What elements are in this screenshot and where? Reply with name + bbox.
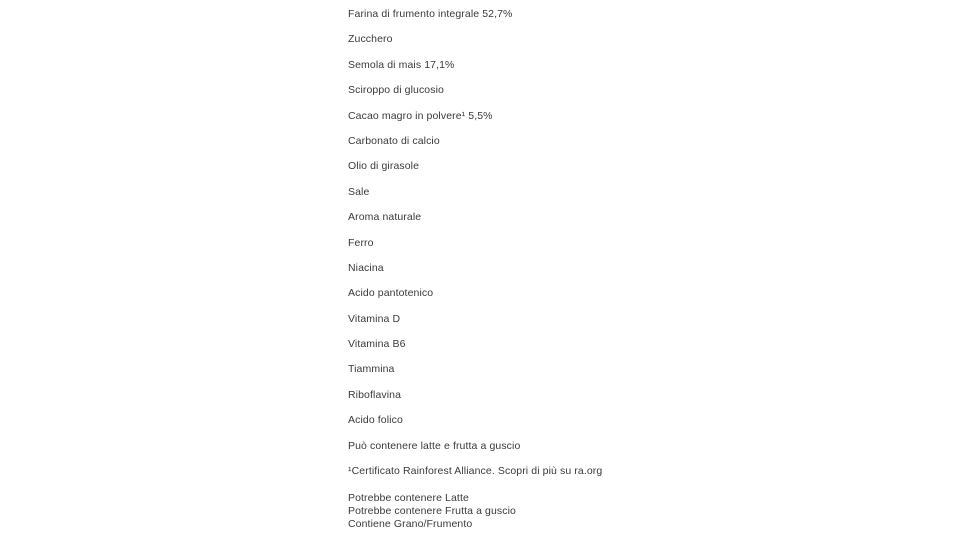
ingredient-item: Carbonato di calcio bbox=[348, 134, 440, 147]
certification-footnote: ¹Certificato Rainforest Alliance. Scopri di più su ra.org bbox=[348, 465, 603, 478]
ingredient-item: Acido pantotenico bbox=[348, 287, 434, 300]
ingredient-item: Aroma naturale bbox=[348, 211, 422, 224]
ingredient-item: Ferro bbox=[348, 236, 374, 249]
ingredient-item: Vitamina D bbox=[348, 312, 401, 325]
ingredients-list bbox=[348, 8, 768, 490]
may-contain-note: Può contenere latte e frutta a guscio bbox=[348, 439, 521, 452]
allergen-line: Potrebbe contenere Latte bbox=[348, 492, 469, 504]
ingredient-item: Riboflavina bbox=[348, 388, 402, 401]
ingredient-item: Vitamina B6 bbox=[348, 338, 406, 351]
ingredient-item: Niacina bbox=[348, 261, 384, 274]
ingredient-item: Semola di mais 17,1% bbox=[348, 58, 455, 71]
ingredient-item: Sciroppo di glucosio bbox=[348, 84, 444, 97]
ingredient-item: Cacao magro in polvere¹ 5,5% bbox=[348, 109, 493, 122]
allergen-line: Potrebbe contenere Frutta a guscio bbox=[348, 504, 517, 517]
ingredient-item: Sale bbox=[348, 185, 370, 198]
ingredient-item: Tiammina bbox=[348, 363, 395, 376]
ingredient-item: Olio di girasole bbox=[348, 160, 420, 173]
allergen-info bbox=[348, 492, 768, 530]
allergen-line: Contiene Grano/Frumento bbox=[348, 517, 473, 530]
ingredient-item: Farina di frumento integrale 52,7% bbox=[348, 8, 513, 20]
ingredient-item: Zucchero bbox=[348, 33, 393, 46]
ingredient-item: Acido folico bbox=[348, 414, 403, 427]
